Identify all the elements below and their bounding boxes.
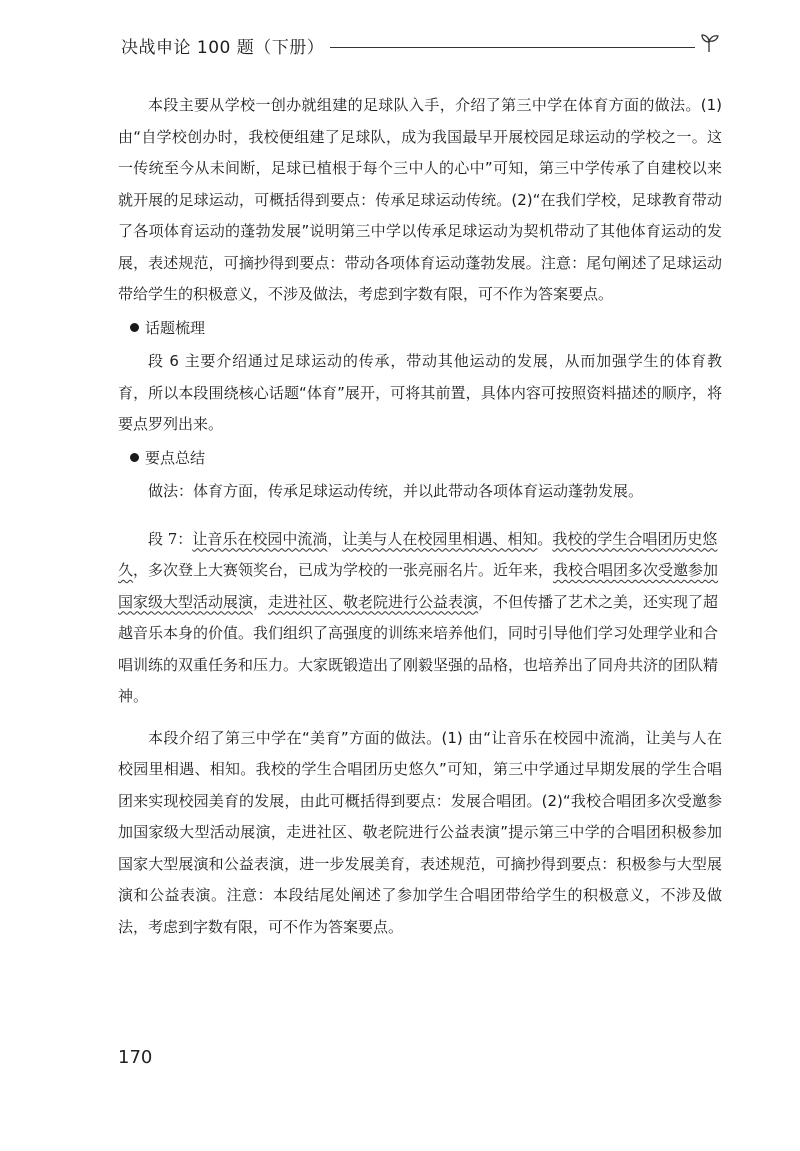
heading-label: 话题梳理 [145,318,206,337]
analysis-paragraph-1: 本段主要从学校一创办就组建的足球队入手，介绍了第三中学在体育方面的做法。(1) 由“自学校创办时，我校便组建了足球队，成为我国最早开展校园足球运动的学校之一。这一传统至今从未间断，足球已植根于每个三中人的心中”可知，第三中学传承了自建校以来就开展的足球运动，可概括得到要点：传承足球运动传统。(2)“在我们学校，足球教育带动了各项体育运动的蓬勃发展”说明第三中学以传承足球运动为契机带动了其他体育运动的发展，表述规范，可摘抄得到要点：带动各项体育运动蓬勃发展。注意：尾句阐述了足球运动带给学生的积极意义，不涉及做法，考虑到字数有限，可不作为答案要点。 [118,96,722,303]
book-title: 决战申论 100 题（下册） [121,37,325,58]
underlined-phrase: 走进社区、敬老院进行公益表演 [268,592,479,611]
underlined-phrase: 我校合唱团多次受邀参加国家级大型活动展演 [118,561,719,611]
topic-paragraph: 段 6 主要介绍通过足球运动的传承，带动其他运动的发展，从而加强学生的体育教育，所以本段围绕核心话题“体育”展开，可将其前置，具体内容可按照资料描述的顺序，将要点罗列出来。 [118,352,722,433]
underlined-phrase: 让美与人在校园里相遇、相知 [342,529,538,548]
page-number: 170 [118,1047,153,1068]
bullet-dot-icon [130,453,139,462]
heading-label: 要点总结 [145,448,206,467]
excerpt-text: ， [253,592,269,611]
excerpt-text: ，不但传播了艺术之美，还实现了超越音乐本身的价值。我们组织了高强度的训练来培养他们，同时引导他们学习处理学业和合唱训练的双重任务和压力。大家既锻造出了刚毅坚强的品格，也培养出了同舟共济的团队精神。 [118,592,719,705]
bullet-dot-icon [130,323,139,332]
excerpt-text: ，多次登上大赛领奖台，已成为学校的一张亮丽名片。近年来， [133,561,554,579]
analysis-paragraph-2: 本段介绍了第三中学在“美育”方面的做法。(1) 由“让音乐在校园中流淌，让美与人在校园里相遇、相知。我校的学生合唱团历史悠久”可知，第三中学通过早期发展的学生合唱团来实现校园美育的发展，由此可概括得到要点：发展合唱团。(2)“我校合唱团多次受邀参加国家级大型活动展演，走进社区、敬老院进行公益表演”提示第三中学的合唱团积极参加国家大型展演和公益表演，进一步发展美育，表述规范，可摘抄得到要点：积极参与大型展演和公益表演。注意：本段结尾处阐述了参加学生合唱团带给学生的积极意义，不涉及做法，考虑到字数有限，可不作为答案要点。 [118,728,722,936]
excerpt-text: ， [327,529,343,548]
underlined-phrase: 让音乐在校园中流淌 [192,529,328,548]
sprout-icon [697,30,721,54]
page-body [118,90,722,943]
excerpt-label: 段 7： [148,529,193,548]
header-rule [330,47,695,48]
source-excerpt [118,524,722,713]
section-heading-summary [118,443,722,475]
running-header [121,30,721,60]
section-heading-topic [118,313,722,345]
underlined-phrase: 我校的学生合唱团历史悠久 [118,529,718,579]
method-paragraph: 做法：体育方面，传承足球运动传统，并以此带动各项体育运动蓬勃发展。 [148,482,644,500]
excerpt-text: 。 [537,529,553,548]
